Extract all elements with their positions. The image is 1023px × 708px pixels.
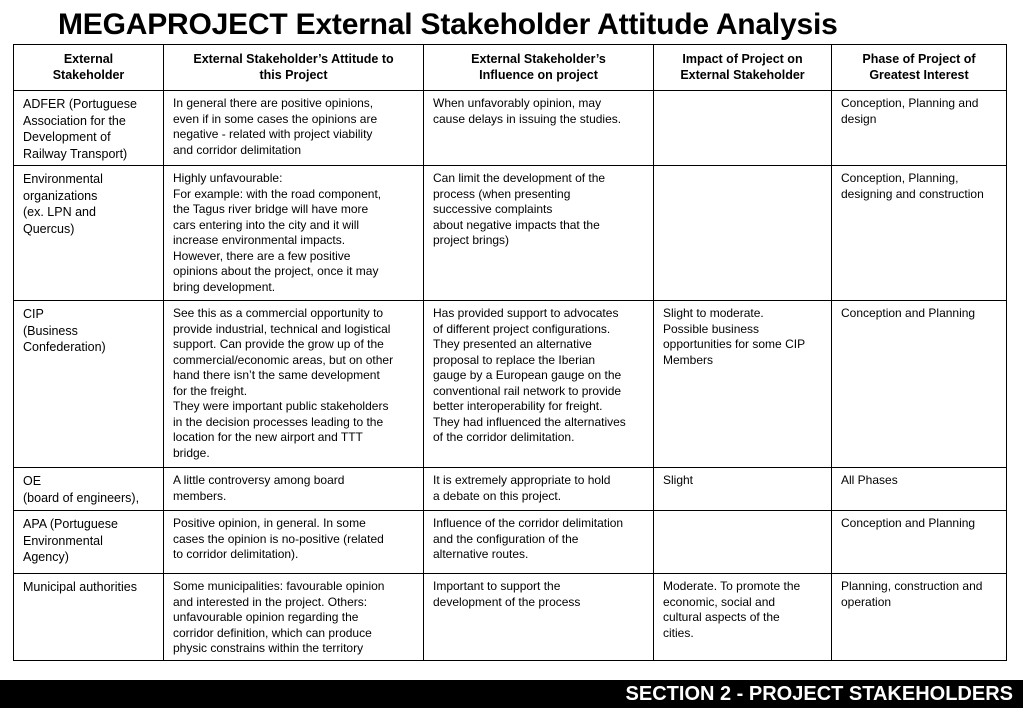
cell-influence: Important to support the development of the process <box>424 574 654 661</box>
cell-impact: Slight <box>654 468 832 511</box>
cell-influence: Can limit the development of the process (when presenting successive complaints about negative impacts that the project brings) <box>424 166 654 301</box>
cell-attitude: Some municipalities: favourable opinion and interested in the project. Others: unfavourable opinion regarding the corridor definition, which can produce physic constrains within the territory <box>164 574 424 661</box>
cell-phase: Conception and Planning <box>832 301 1007 468</box>
stakeholder-table <box>13 44 1007 661</box>
cell-stakeholder: ADFER (Portuguese Association for the Development of Railway Transport) <box>14 91 164 166</box>
table-row <box>14 468 1007 511</box>
footer-bar <box>0 680 1023 708</box>
header-influence: External Stakeholder’s Influence on project <box>424 45 654 91</box>
cell-attitude: A little controversy among board members. <box>164 468 424 511</box>
cell-attitude: See this as a commercial opportunity to provide industrial, technical and logistical support. Can provide the grow up of the commercial/economic areas, but on other hand there isn’t the same development for the freight. They were important public stakeholders in the decision processes leading to the location for the new airport and TTT bridge. <box>164 301 424 468</box>
cell-influence: Influence of the corridor delimitation and the configuration of the alternative routes. <box>424 511 654 574</box>
cell-impact: Slight to moderate. Possible business opportunities for some CIP Members <box>654 301 832 468</box>
cell-phase: Conception and Planning <box>832 511 1007 574</box>
cell-stakeholder: CIP (Business Confederation) <box>14 301 164 468</box>
table-row <box>14 301 1007 468</box>
cell-impact <box>654 91 832 166</box>
cell-stakeholder: APA (Portuguese Environmental Agency) <box>14 511 164 574</box>
section-label: SECTION 2 - PROJECT STAKEHOLDERS <box>625 683 1013 705</box>
table-row <box>14 166 1007 301</box>
cell-stakeholder: Municipal authorities <box>14 574 164 661</box>
cell-phase: All Phases <box>832 468 1007 511</box>
cell-stakeholder: Environmental organizations (ex. LPN and Quercus) <box>14 166 164 301</box>
cell-influence: It is extremely appropriate to hold a debate on this project. <box>424 468 654 511</box>
cell-stakeholder: OE (board of engineers), <box>14 468 164 511</box>
table-row <box>14 574 1007 661</box>
cell-impact: Moderate. To promote the economic, social and cultural aspects of the cities. <box>654 574 832 661</box>
header-row <box>14 45 1007 91</box>
table-row <box>14 511 1007 574</box>
cell-impact <box>654 511 832 574</box>
cell-phase: Conception, Planning and design <box>832 91 1007 166</box>
cell-attitude: In general there are positive opinions, even if in some cases the opinions are negative - related with project viability and corridor delimitation <box>164 91 424 166</box>
header-phase: Phase of Project of Greatest Interest <box>832 45 1007 91</box>
header-attitude: External Stakeholder’s Attitude to this Project <box>164 45 424 91</box>
table-row <box>14 91 1007 166</box>
cell-influence: Has provided support to advocates of different project configurations. They presented an alternative proposal to replace the Iberian gauge by a European gauge on the conventional rail network to provide better interoperability for freight. They had influenced the alternatives of the corridor delimitation. <box>424 301 654 468</box>
cell-attitude: Highly unfavourable: For example: with the road component, the Tagus river bridge will have more cars entering into the city and it will increase environmental impacts. However, there are a few positive opinions about the project, once it may bring development. <box>164 166 424 301</box>
page-title: MEGAPROJECT External Stakeholder Attitude Analysis <box>58 8 838 41</box>
header-impact: Impact of Project on External Stakeholder <box>654 45 832 91</box>
cell-impact <box>654 166 832 301</box>
cell-phase: Planning, construction and operation <box>832 574 1007 661</box>
cell-phase: Conception, Planning, designing and construction <box>832 166 1007 301</box>
header-stakeholder: External Stakeholder <box>14 45 164 91</box>
cell-influence: When unfavorably opinion, may cause delays in issuing the studies. <box>424 91 654 166</box>
cell-attitude: Positive opinion, in general. In some cases the opinion is no-positive (related to corridor delimitation). <box>164 511 424 574</box>
